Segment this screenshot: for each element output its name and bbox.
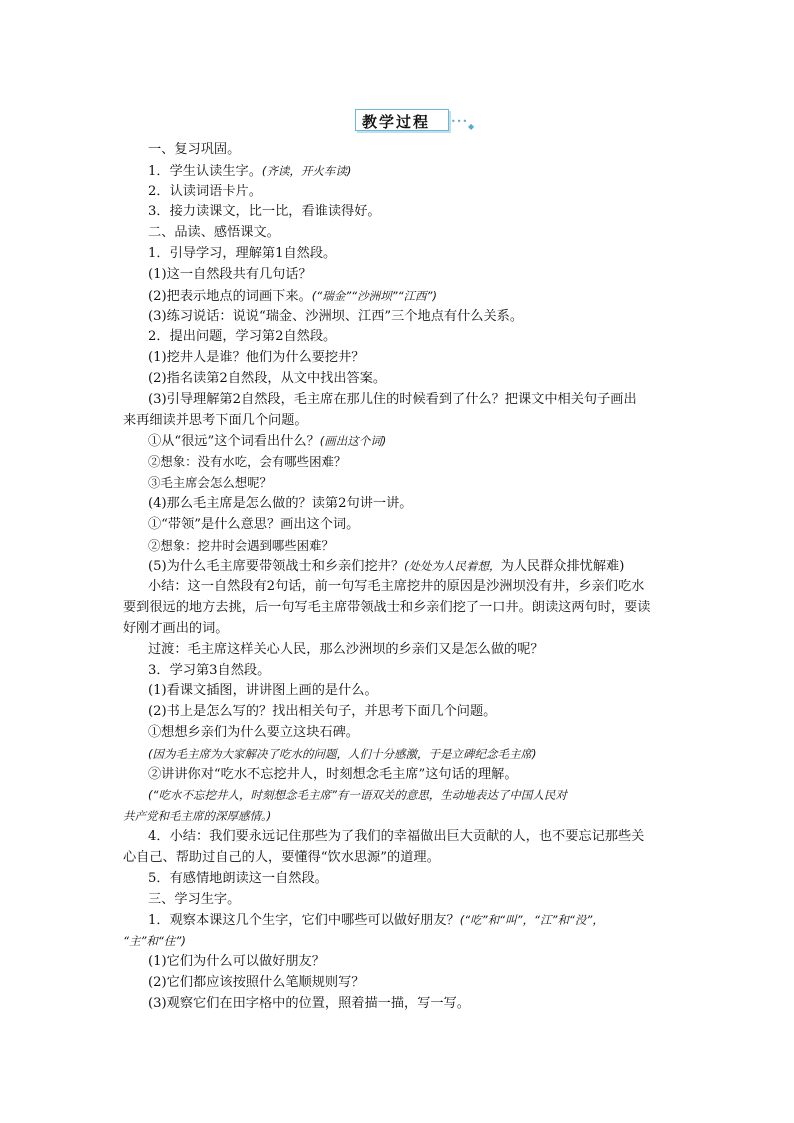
line-text-tail: 为人民群众排忧解难): [500, 559, 625, 575]
text-line: [148, 390, 708, 410]
text-line: [148, 202, 708, 222]
line-text: 过渡：毛主席这样关心人民，那么沙洲坝的乡亲们又是怎么做的呢？: [148, 641, 544, 657]
line-note: (“吃水不忘挖井人，时刻想念毛主席”有一语双关的意思，生动地表达了中国人民对: [148, 788, 567, 803]
text-line: [148, 369, 708, 389]
text-line: [148, 869, 708, 889]
line-text: ②讲讲你对“吃水不忘挖井人，时刻想念毛主席”这句话的理解。: [148, 766, 518, 782]
text-line: [148, 952, 708, 972]
line-text: 4．小结：我们要永远记住那些为了我们的幸福做出巨大贡献的人，也不要忘记那些关: [148, 829, 645, 845]
text-line: [148, 973, 708, 993]
line-text: ①“带领”是什么意思？画出这个词。: [148, 516, 360, 532]
text-line: [148, 494, 708, 514]
text-line: [148, 452, 708, 472]
line-note: (画出这个词): [319, 434, 387, 449]
line-text: (5)为什么毛主席要带领战士和乡亲们挖井？: [148, 559, 405, 575]
line-text: 好刚才画出的词。: [123, 620, 229, 636]
line-text: 3．接力读课文，比一比，看谁读得好。: [148, 204, 381, 220]
text-line: [148, 827, 708, 847]
header-corner-decoration: ◆: [468, 122, 475, 131]
text-line: [148, 785, 708, 806]
text-line: [148, 556, 708, 577]
line-text: (2)它们都应该按照什么笔顺规则写？: [148, 974, 365, 990]
text-line: [148, 327, 708, 347]
line-text: (2)书上是怎么写的？找出相关句子，并思考下面几个问题。: [148, 704, 497, 720]
section-title: 教学过程: [362, 113, 431, 131]
line-text: ②想象：挖井时会遇到哪些困难？: [148, 537, 334, 553]
text-line: [148, 681, 708, 701]
text-line: [148, 765, 708, 785]
text-line: [148, 223, 708, 243]
text-line: [148, 182, 708, 202]
text-line: [148, 244, 708, 264]
text-line: [148, 161, 708, 182]
line-note: (处处为人民着想，: [404, 559, 501, 574]
line-text: 小结：这一自然段有2句话，前一句写毛主席挖井的原因是沙洲坝没有井，乡亲们吃水: [148, 579, 645, 595]
text-line: [123, 848, 683, 868]
line-text: ②想象：没有水吃，会有哪些困难？: [148, 454, 347, 470]
line-text: 三、学习生字。: [148, 891, 241, 907]
text-line: [148, 744, 708, 765]
line-note: (因为毛主席为大家解决了吃水的问题，人们十分感激，于是立碑纪念毛主席): [148, 746, 537, 761]
text-line: [148, 265, 708, 285]
text-line: [123, 806, 683, 827]
text-line: [148, 702, 708, 722]
text-line: [148, 348, 708, 368]
line-text: (3)观察它们在田字格中的位置，照着描一描，写一写。: [148, 995, 470, 1011]
section-header-box: [355, 109, 449, 131]
line-text: 1．观察本课这几个生字，它们中哪些可以做好朋友？: [148, 913, 460, 929]
line-text: 来再细读并思考下面几个问题。: [123, 412, 308, 428]
text-line: [123, 619, 683, 639]
line-note: (齐读，开火车读): [261, 163, 352, 178]
text-line: [148, 307, 708, 327]
line-text: 心自己、帮助过自己的人，要懂得“饮水思源”的道理。: [123, 849, 440, 865]
text-line: [148, 140, 708, 160]
line-note: (“瑞金”“沙洲坝”“江西”): [311, 288, 437, 303]
line-text: 2．认读词语卡片。: [148, 183, 262, 199]
line-text: (1)这一自然段共有几句话？: [148, 266, 312, 282]
line-note: “主”和“住”): [123, 934, 186, 949]
line-text: ①从“很远”这个词看出什么？: [148, 434, 320, 450]
text-line: [148, 661, 708, 681]
text-line: [148, 577, 708, 597]
line-text: (2)把表示地点的词画下来。: [148, 288, 312, 304]
header-dots-decoration: •••: [451, 117, 469, 126]
line-text: (4)那么毛主席是怎么做的？读第2句讲一讲。: [148, 495, 413, 511]
line-text: 1．学生认读生字。: [148, 163, 262, 179]
line-text: 一、复习巩固。: [148, 142, 241, 157]
text-line: [148, 723, 708, 743]
line-text: (1)看课文插图，讲讲图上画的是什么。: [148, 683, 378, 699]
line-text: (2)指名读第2自然段，从文中找出答案。: [148, 371, 387, 387]
text-line: [123, 598, 683, 618]
text-line: [148, 910, 708, 931]
line-text: 1．引导学习，理解第1自然段。: [148, 246, 337, 262]
text-line: [148, 431, 708, 452]
section-header: [355, 109, 473, 133]
text-line: [148, 890, 708, 910]
line-text: ③毛主席会怎么想呢？: [148, 475, 272, 491]
line-text: 2．提出问题，学习第2自然段。: [148, 329, 337, 345]
text-line: [148, 640, 708, 660]
text-line: [148, 515, 708, 535]
text-line: [148, 473, 708, 493]
line-text: 5．有感情地朗读这一自然段。: [148, 870, 328, 886]
line-note: 共产党和毛主席的深厚感情。): [123, 809, 272, 824]
line-text: (3)练习说话：说说“瑞金、沙洲坝、江西”三个地点有什么关系。: [148, 308, 524, 324]
line-text: 二、品读、感悟课文。: [148, 225, 280, 241]
line-text: (1)它们为什么可以做好朋友？: [148, 953, 325, 969]
line-text: 3．学习第3自然段。: [148, 662, 271, 678]
text-line: [123, 931, 683, 952]
text-line: [148, 536, 708, 556]
text-line: [123, 411, 683, 431]
line-note: (“吃”和“叫”，“江”和“没”，: [459, 913, 604, 928]
line-text: 要到很远的地方去挑，后一句写毛主席带领战士和乡亲们挖了一口井。朗读这两句时，要读: [123, 600, 651, 616]
text-line: [148, 994, 708, 1014]
line-text: ①想想乡亲们为什么要立这块石碑。: [148, 724, 359, 740]
text-line: [148, 286, 708, 307]
line-text: (1)挖井人是谁？他们为什么要挖井？: [148, 350, 365, 366]
line-text: (3)引导理解第2自然段，毛主席在那儿住的时候看到了什么？把课文中相关句子画出: [148, 391, 637, 407]
